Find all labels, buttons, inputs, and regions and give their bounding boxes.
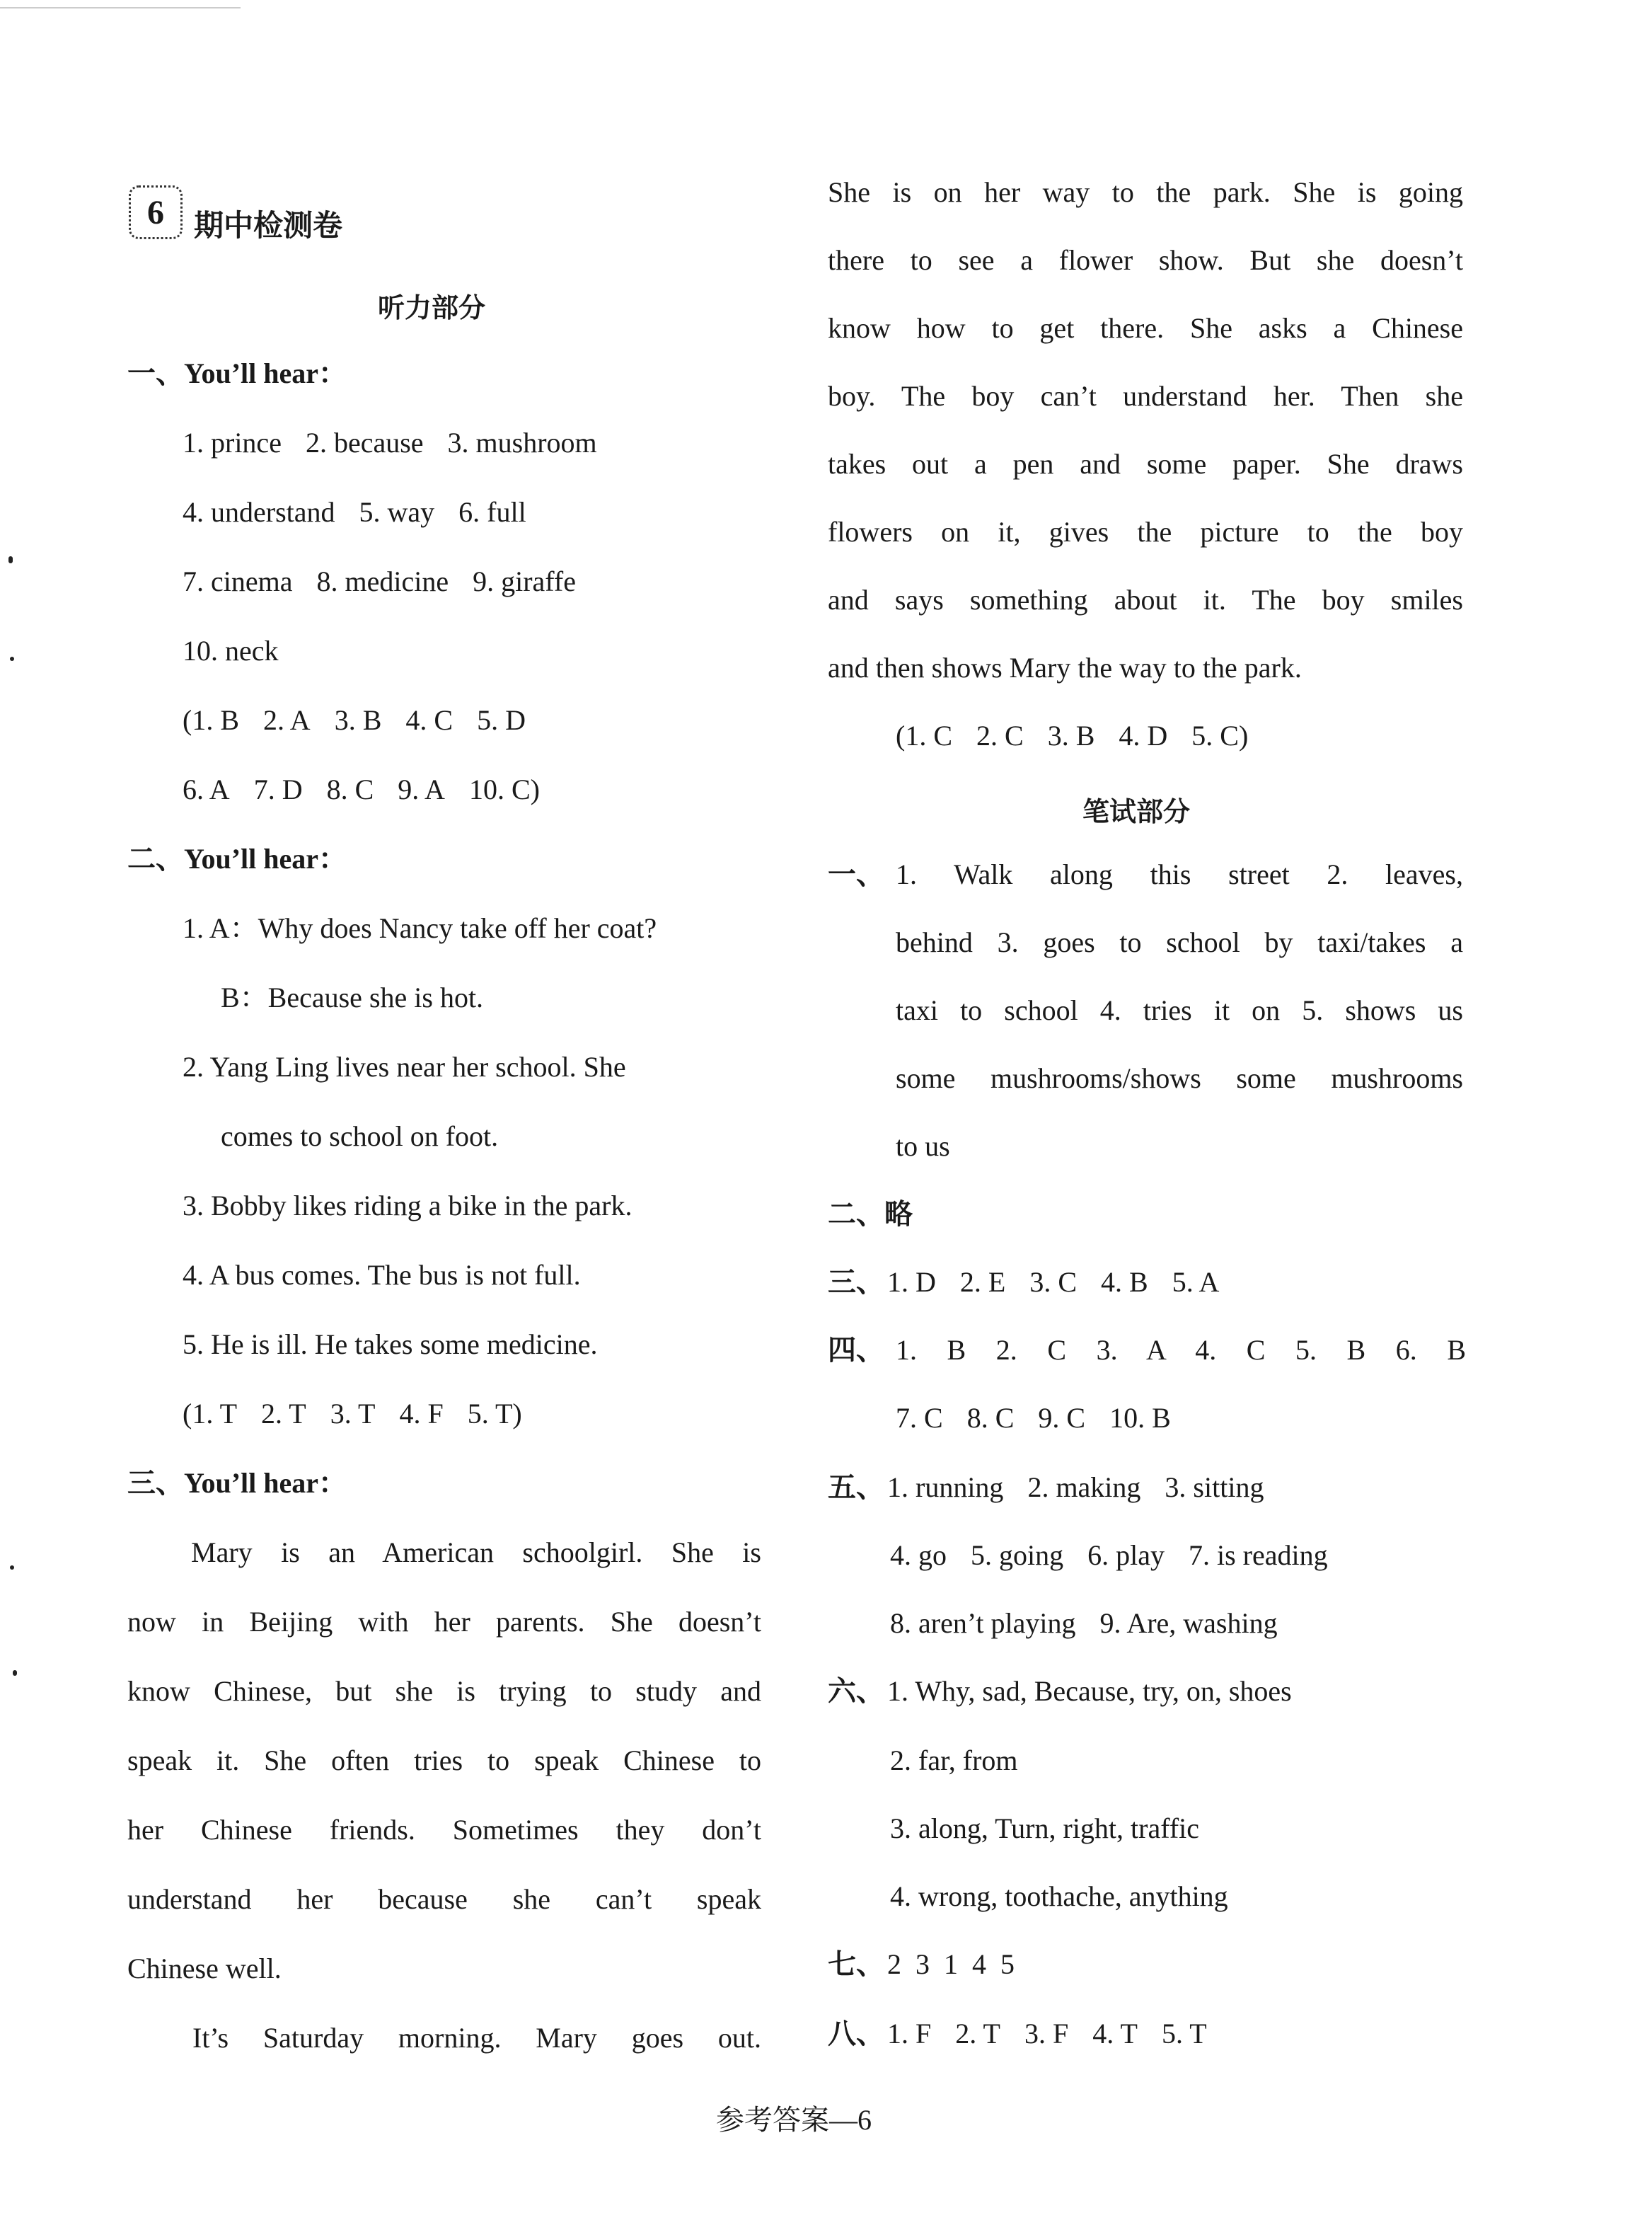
s2-q2b: comes to school on foot. [221, 1120, 499, 1152]
passage-line: and says something about it. The boy smiles [828, 584, 1463, 616]
passage-line: there to see a flower show. But she doesn’t [828, 244, 1463, 276]
scan-speck [13, 1670, 17, 1676]
passage-line: boy. The boy can’t understand her. Then she [828, 380, 1463, 412]
passage-line: speak it. She often tries to speak Chinese to [127, 1744, 761, 1776]
s1-line-3: 7. cinema 8. medicine 9. giraffe [183, 565, 576, 597]
w8-label: 八、 [828, 2018, 884, 2050]
passage-line: She is on her way to the park. She is going [828, 176, 1463, 208]
w1-line: 1. Walk along this street 2. leaves, [896, 858, 1463, 890]
s2-q3: 3. Bobby likes riding a bike in the park. [183, 1190, 633, 1221]
w1-label: 一、 [828, 858, 884, 891]
passage-line: It’s Saturday morning. Mary goes out. [192, 2022, 761, 2054]
s1-answers-2: 6. A 7. D 8. C 9. A 10. C) [183, 773, 540, 805]
scan-speck [10, 1565, 14, 1570]
page-footer: 参考答案—6 [716, 2104, 872, 2136]
w4-label: 四、 [828, 1334, 884, 1367]
unit-badge: 6 [129, 185, 183, 239]
w5-label: 五、 [828, 1471, 884, 1504]
s2-q2a: 2. Yang Ling lives near her school. She [183, 1051, 626, 1083]
w4-answers-2: 7. C 8. C 9. C 10. B [896, 1402, 1171, 1434]
s1-line-1: 1. prince 2. because 3. mushroom [183, 427, 597, 459]
section-1-label: 一、You’ll hear： [127, 357, 347, 389]
w5-line-1: 1. running 2. making 3. sitting [887, 1471, 1264, 1503]
w3-label: 三、 [828, 1266, 884, 1299]
w1-line: behind 3. goes to school by taxi/takes a [896, 926, 1463, 958]
s2-q1a: 1. A：Why does Nancy take off her coat? [183, 912, 657, 944]
w7-answers: 2 3 1 4 5 [887, 1948, 1015, 1980]
section-3-label: 三、You’ll hear： [127, 1467, 347, 1499]
w6-line: 4. wrong, toothache, anything [890, 1880, 1228, 1912]
passage-line: Chinese well. [127, 1952, 282, 1984]
listening-section-title: 听力部分 [378, 292, 486, 323]
w2-line: 二、略 [828, 1198, 913, 1231]
w3-answers: 1. D 2. E 3. C 4. B 5. A [887, 1266, 1220, 1298]
passage-line: know how to get there. She asks a Chinese [828, 312, 1463, 344]
passage-line: know Chinese, but she is trying to study and [127, 1675, 761, 1707]
s1-line-2: 4. understand 5. way 6. full [183, 496, 526, 528]
w5-line-2: 4. go 5. going 6. play 7. is reading [890, 1539, 1328, 1571]
s2-answers: (1. T 2. T 3. T 4. F 5. T) [183, 1398, 522, 1430]
w7-label: 七、 [828, 1948, 884, 1981]
w6-label: 六、 [828, 1675, 884, 1708]
w1-line: to us [896, 1130, 950, 1162]
passage-line: her Chinese friends. Sometimes they don’t [127, 1814, 761, 1846]
s2-q4: 4. A bus comes. The bus is not full. [183, 1259, 581, 1291]
scan-speck [8, 556, 13, 563]
w6-line: 3. along, Turn, right, traffic [890, 1812, 1200, 1844]
w5-line-3: 8. aren’t playing 9. Are, washing [890, 1607, 1278, 1639]
passage-line: Mary is an American schoolgirl. She is [191, 1536, 761, 1568]
s2-q5: 5. He is ill. He takes some medicine. [183, 1328, 598, 1360]
scan-edge-line [0, 7, 241, 8]
page-title: 期中检测卷 [194, 208, 343, 243]
w6-line: 1. Why, sad, Because, try, on, shoes [887, 1675, 1292, 1707]
w6-line: 2. far, from [890, 1744, 1018, 1776]
section-2-label: 二、You’ll hear： [127, 843, 347, 875]
passage-line: takes out a pen and some paper. She draws [828, 448, 1463, 480]
w1-line: taxi to school 4. tries it on 5. shows us [896, 994, 1463, 1026]
s3-answers: (1. C 2. C 3. B 4. D 5. C) [896, 720, 1249, 752]
w1-line: some mushrooms/shows some mushrooms [896, 1062, 1463, 1094]
scan-speck [10, 657, 14, 661]
w8-answers: 1. F 2. T 3. F 4. T 5. T [887, 2018, 1207, 2049]
s1-answers-1: (1. B 2. A 3. B 4. C 5. D [183, 704, 526, 736]
passage-line: flowers on it, gives the picture to the boy [828, 516, 1463, 548]
written-section-title: 笔试部分 [1082, 796, 1191, 827]
passage-line: now in Beijing with her parents. She doesn’t [127, 1606, 761, 1638]
passage-line: and then shows Mary the way to the park. [828, 652, 1302, 684]
s1-line-4: 10. neck [183, 635, 279, 667]
passage-line: understand her because she can’t speak [127, 1883, 761, 1915]
w4-answers-1: 1. B 2. C 3. A 4. C 5. B 6. B [896, 1334, 1467, 1366]
s2-q1b: B：Because she is hot. [221, 982, 484, 1013]
